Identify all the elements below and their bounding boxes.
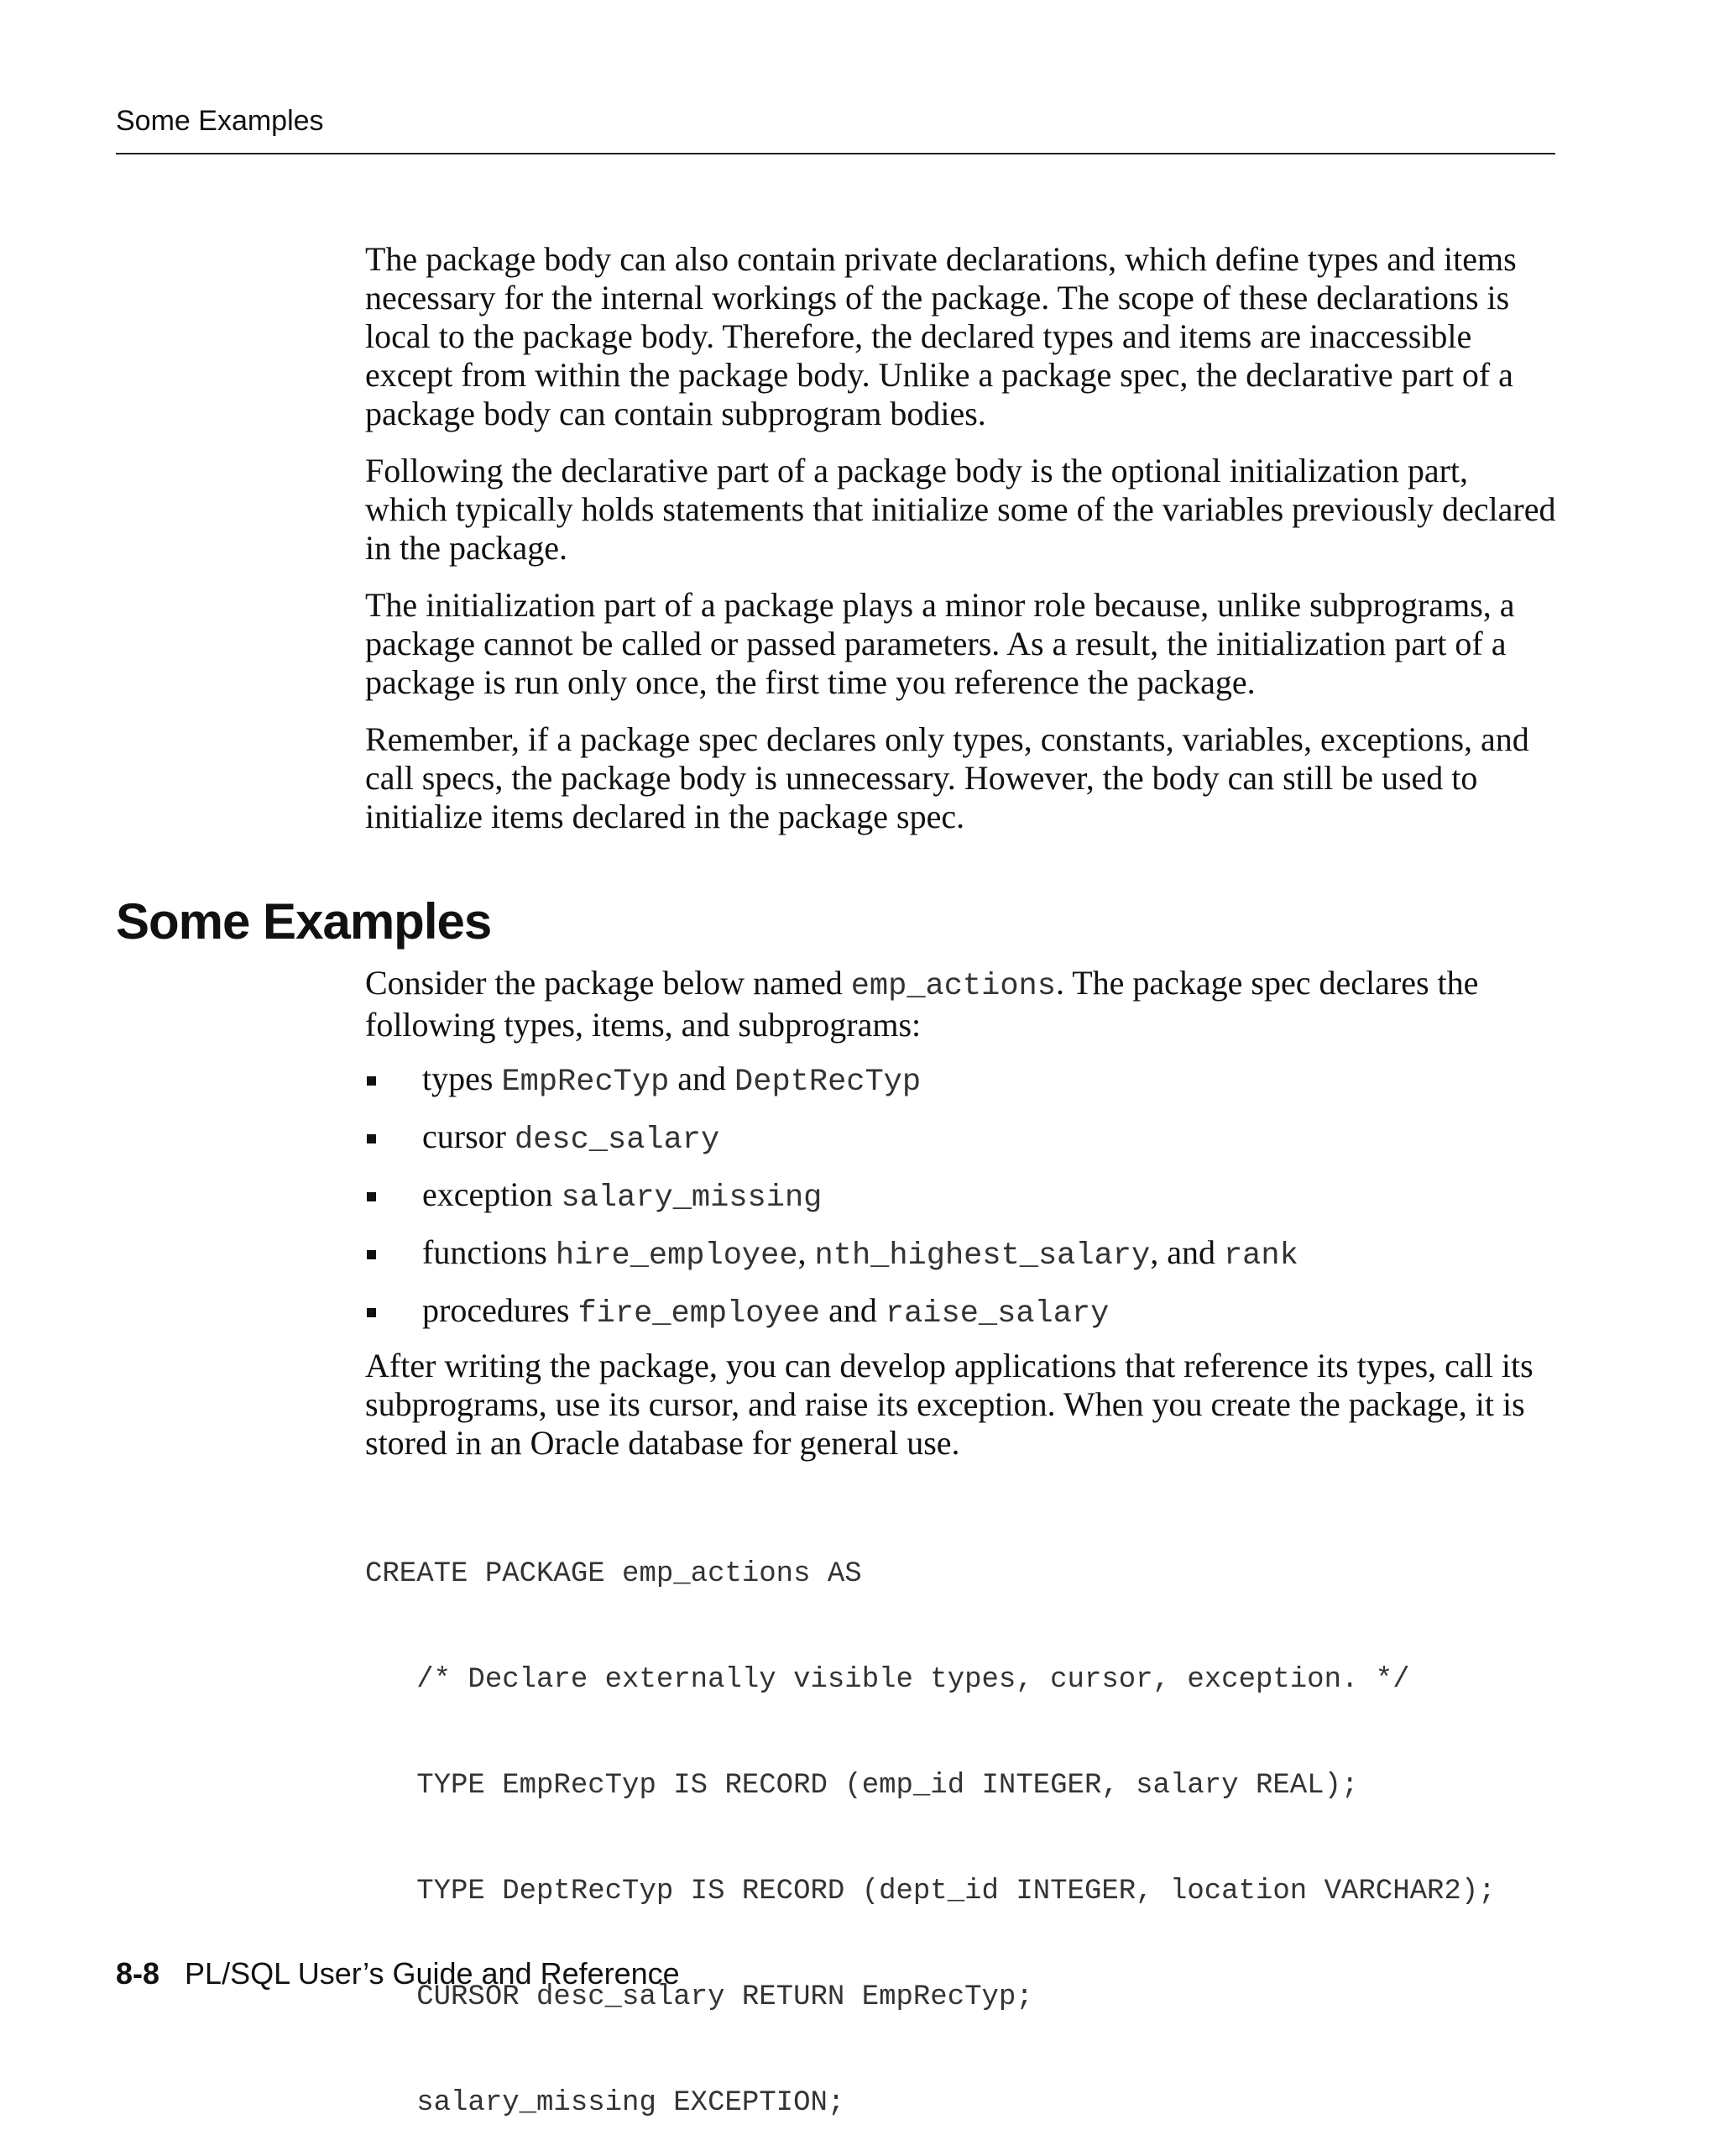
bullet-square-icon [367, 1308, 376, 1317]
section-heading: Some Examples [116, 893, 492, 950]
list-item-text: functions [422, 1233, 556, 1271]
code-term: hire_employee [555, 1238, 798, 1274]
intro-paragraph-1 [365, 240, 1557, 433]
code-term: fire_employee [577, 1296, 821, 1332]
list-item-text: and [669, 1060, 735, 1097]
running-header: Some Examples [116, 105, 324, 137]
list-item [365, 1060, 1557, 1117]
paragraph-text: The package body can also contain private declarations, which define types and items necessary for the internal workings of the package. The scope of these declarations is local to the package body. Therefore, the declared types and items are inaccessible except from within the package body. Unlike a package spec, the declarative part of a package body can contain subprogram bodies. [365, 240, 1517, 432]
bullet-square-icon [367, 1250, 376, 1259]
code-term: EmpRecTyp [501, 1065, 670, 1100]
code-line: salary_missing EXCEPTION; [365, 2087, 845, 2119]
paragraph-text: Following the declarative part of a package body is the optional initialization part, which typically holds statements that initialize some of the variables previously declared in the package. [365, 452, 1556, 567]
paragraph-text: Remember, if a package spec declares only types, constants, variables, exceptions, and call specs, the package body is unnecessary. However, the body can still be used to initialize items declared in the package spec. [365, 720, 1529, 835]
consider-paragraph [365, 964, 1557, 1044]
bullet-square-icon [367, 1192, 376, 1201]
code-term: rank [1223, 1238, 1298, 1274]
paragraph-text [365, 964, 1557, 1044]
list-item [365, 1117, 1557, 1175]
paragraph-text: The initialization part of a package plays a minor role because, unlike subprograms, a package cannot be called or passed parameters. As a result, the initialization part of a package is run only once, the first time you reference the package. [365, 586, 1515, 701]
code-term: salary_missing [561, 1180, 823, 1216]
bullet-square-icon [367, 1076, 376, 1086]
list-item-text: , and [1150, 1233, 1224, 1271]
code-term: DeptRecTyp [734, 1065, 922, 1100]
intro-paragraph-4 [365, 720, 1557, 836]
code-line: TYPE DeptRecTyp IS RECORD (dept_id INTEGER, location VARCHAR2); [365, 1876, 1496, 1907]
code-line: /* Declare externally visible types, cursor, exception. */ [365, 1664, 1410, 1696]
code-line: CREATE PACKAGE emp_actions AS [365, 1558, 862, 1590]
header-rule [116, 153, 1555, 154]
page-number: 8-8 [116, 1956, 160, 1991]
intro-paragraph-2 [365, 452, 1557, 568]
consider-text-before: Consider the package below named [365, 964, 851, 1002]
declarations-list [365, 1060, 1557, 1349]
package-name-code: emp_actions [850, 969, 1056, 1004]
list-item-text: cursor [422, 1117, 515, 1155]
code-line: TYPE EmpRecTyp IS RECORD (emp_id INTEGER, salary REAL); [365, 1770, 1359, 1802]
list-item [365, 1233, 1557, 1291]
list-item-text: procedures [422, 1291, 578, 1329]
list-item [365, 1175, 1557, 1233]
code-line: CURSOR desc_salary RETURN EmpRecTyp; [365, 1981, 1033, 2013]
code-listing [365, 1486, 1496, 2156]
bullet-square-icon [367, 1134, 376, 1143]
list-item [365, 1291, 1557, 1349]
code-term: nth_highest_salary [814, 1238, 1151, 1274]
consider-text-after: . The package spec declares the following types, items, and subprograms: [365, 964, 1479, 1044]
code-term: desc_salary [514, 1122, 720, 1158]
list-item-text: types [422, 1060, 502, 1097]
paragraph-text: After writing the package, you can develop applications that reference its types, call its subprograms, use its cursor, and raise its exception. When you create the package, it is stored in an Oracle database for general use. [365, 1347, 1534, 1462]
page-footer [116, 1956, 680, 1991]
code-term: raise_salary [885, 1296, 1110, 1332]
list-item-text: and [820, 1291, 886, 1329]
intro-paragraph-3 [365, 586, 1557, 702]
list-item-text: exception [422, 1175, 562, 1213]
after-paragraph [365, 1347, 1557, 1463]
book-title: PL/SQL User’s Guide and Reference [185, 1956, 680, 1991]
list-item-text: , [797, 1233, 815, 1271]
